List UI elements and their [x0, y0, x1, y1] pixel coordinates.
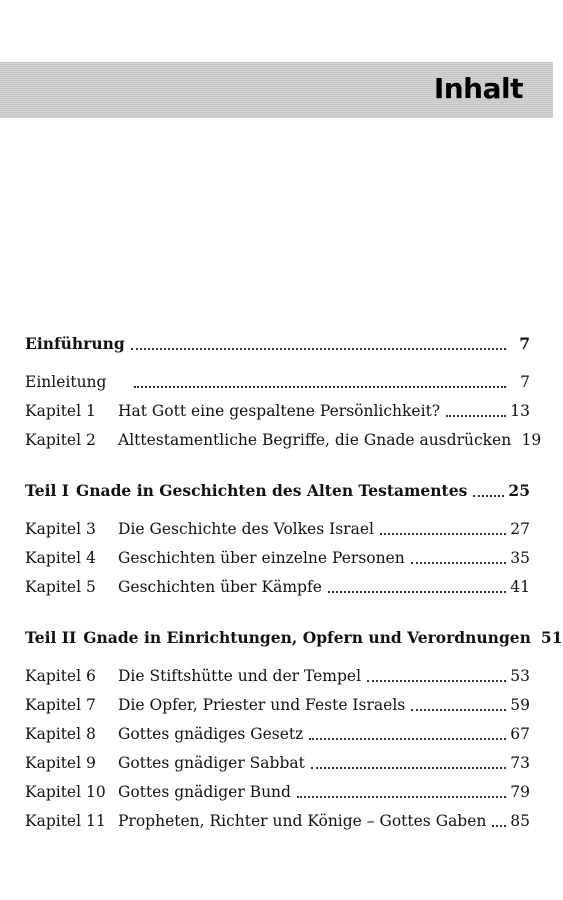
- toc-entry-label: Kapitel 5: [25, 578, 96, 596]
- dot-leader: [380, 519, 506, 535]
- toc-entry-label: Kapitel 10: [25, 783, 106, 801]
- toc-entry-title: Die Opfer, Priester und Feste Israels: [118, 696, 406, 714]
- toc-entry[interactable]: [25, 510, 530, 539]
- toc-page-number: 7: [520, 373, 530, 391]
- toc-entry[interactable]: [25, 773, 530, 802]
- dot-leader: [367, 666, 506, 682]
- dot-leader: [309, 724, 506, 740]
- toc-page-number: 41: [510, 578, 530, 596]
- toc-section-title: Einführung: [25, 334, 125, 353]
- toc-part-label: Teil II: [25, 628, 77, 647]
- toc-entry[interactable]: [25, 657, 530, 686]
- toc-entry-title: Propheten, Richter und Könige – Gottes Gaben: [118, 812, 487, 830]
- toc-page-number: 51: [540, 628, 563, 647]
- toc-entry[interactable]: [25, 421, 542, 450]
- toc-entry[interactable]: [25, 686, 530, 715]
- toc-part-1[interactable]: [25, 472, 530, 501]
- dot-leader: [131, 334, 506, 350]
- toc-entry-title: Die Stiftshütte und der Tempel: [118, 667, 362, 685]
- toc-page-number: 53: [510, 667, 530, 685]
- toc-entry-title: Gottes gnädiger Sabbat: [118, 754, 305, 772]
- toc-entry-title: Geschichten über einzelne Personen: [118, 549, 405, 567]
- toc-entry[interactable]: [25, 392, 530, 421]
- dot-leader: [473, 481, 504, 497]
- toc-entry-title: Geschichten über Kämpfe: [118, 578, 322, 596]
- page-title: Inhalt: [433, 72, 523, 105]
- toc-entry-label: Kapitel 3: [25, 520, 96, 538]
- toc-entry-label: Kapitel 4: [25, 549, 96, 567]
- toc-entry[interactable]: [25, 744, 530, 773]
- toc-page-number: 19: [521, 431, 542, 449]
- toc-section-intro[interactable]: [25, 325, 530, 354]
- toc-entry-label: Kapitel 2: [25, 431, 96, 449]
- toc-entry-label: Kapitel 9: [25, 754, 96, 772]
- toc-entry-title: Die Geschichte des Volkes Israel: [118, 520, 374, 538]
- toc-page-number: 67: [510, 725, 530, 743]
- dot-leader: [311, 753, 506, 769]
- toc-page-number: 79: [510, 783, 530, 801]
- toc-page-number: 35: [510, 549, 530, 567]
- toc-entry[interactable]: [25, 539, 530, 568]
- dot-leader: [446, 401, 506, 417]
- toc-entry-label: Kapitel 6: [25, 667, 96, 685]
- toc-page-number: 73: [510, 754, 530, 772]
- toc-entry-title: Hat Gott eine gespaltene Persönlichkeit?: [118, 402, 441, 420]
- dot-leader: [297, 782, 506, 798]
- toc-entry-label: Kapitel 7: [25, 696, 96, 714]
- toc-page-number: 59: [510, 696, 530, 714]
- toc-entry-title: Gottes gnädiges Gesetz: [118, 725, 304, 743]
- table-of-contents: [25, 325, 563, 831]
- dot-leader: [411, 695, 506, 711]
- toc-page-number: 25: [508, 481, 530, 500]
- toc-page-number: 27: [510, 520, 530, 538]
- dot-leader: [411, 548, 506, 564]
- toc-part-title: Gnade in Geschichten des Alten Testamentes: [76, 481, 468, 500]
- toc-part-title: Gnade in Einrichtungen, Opfern und Verordnungen: [83, 628, 531, 647]
- toc-part-label: Teil I: [25, 481, 70, 500]
- toc-entry[interactable]: [25, 715, 530, 744]
- dot-leader: [134, 372, 506, 388]
- toc-entry-label: Kapitel 8: [25, 725, 96, 743]
- dot-leader: [492, 811, 506, 827]
- toc-page-number: 13: [510, 402, 530, 420]
- dot-leader: [328, 577, 506, 593]
- toc-entry[interactable]: [25, 802, 530, 831]
- toc-entry-title: Alttestamentliche Begriffe, die Gnade ausdrücken: [118, 431, 512, 449]
- toc-part-2[interactable]: [25, 619, 563, 648]
- toc-entry-title: Gottes gnädiger Bund: [118, 783, 291, 801]
- toc-entry[interactable]: [25, 363, 530, 392]
- toc-page-number: 7: [519, 334, 530, 353]
- toc-entry[interactable]: [25, 568, 530, 597]
- toc-entry-label: Einleitung: [25, 373, 107, 391]
- toc-entry-label: Kapitel 1: [25, 402, 96, 420]
- toc-page-number: 85: [510, 812, 530, 830]
- toc-entry-label: Kapitel 11: [25, 812, 106, 830]
